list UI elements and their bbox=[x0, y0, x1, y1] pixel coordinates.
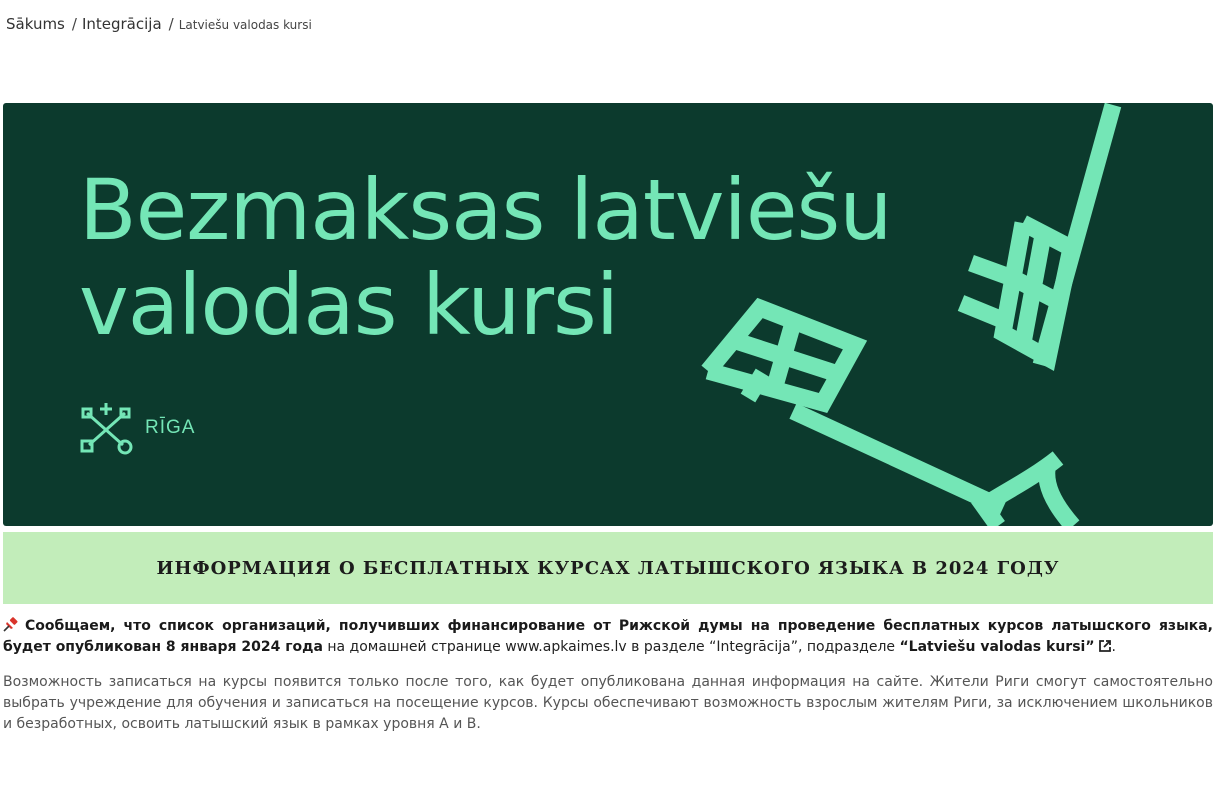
announcement-bar bbox=[3, 532, 1213, 604]
riga-logo-text: RĪGA bbox=[145, 417, 196, 438]
breadcrumb-home-link[interactable]: Sākums bbox=[6, 15, 65, 33]
hero-title-line-2: valodas kursi bbox=[79, 256, 619, 354]
notice-end: . bbox=[1111, 639, 1116, 655]
latviesu-valodas-kursi-link[interactable] bbox=[899, 639, 1111, 655]
breadcrumb bbox=[6, 15, 312, 33]
hero-title-line-1: Bezmaksas latviešu bbox=[79, 161, 892, 259]
breadcrumb-integracija-link[interactable]: Integrācija bbox=[81, 15, 162, 33]
hero-title bbox=[79, 163, 892, 353]
notice-bold-text: Сообщаем, что список организаций, получивших финансирование от Рижской думы на проведение бесплатных курсов латышского языка, будет опубликован 8 января 2024 года bbox=[3, 618, 1213, 655]
info-paragraph: Возможность записаться на курсы появится только после того, как будет опубликована данная информация на сайте. Жители Риги смогут самостоятельно выбрать учреждение для обучения и записаться на посещение курсов. Курсы обеспечивают возможность взрослым жителям Риги, за исключением школьников и безработных, освоить латышский язык в рамках уровня A и B. bbox=[3, 674, 1213, 732]
breadcrumb-separator: / bbox=[168, 15, 174, 33]
breadcrumb-current: Latviešu valodas kursi bbox=[178, 18, 312, 32]
notice-text: на домашней странице www.apkaimes.lv в разделе “Integrācija”, подразделе bbox=[322, 639, 900, 655]
breadcrumb-separator: / bbox=[71, 15, 77, 33]
riga-logo bbox=[79, 401, 195, 455]
pushpin-icon bbox=[3, 616, 19, 632]
announcement-title: ИНФОРМАЦИЯ О БЕСПЛАТНЫХ КУРСАХ ЛАТЫШСКОГО ЯЗЫКА В 2024 ГОДУ bbox=[156, 557, 1060, 579]
riga-keys-logo-icon bbox=[79, 401, 133, 455]
article-content bbox=[3, 616, 1213, 735]
external-link-icon bbox=[1098, 639, 1112, 653]
link-label: “Latviešu valodas kursi” bbox=[899, 639, 1095, 655]
notice-paragraph bbox=[3, 616, 1213, 658]
hero-banner bbox=[3, 103, 1213, 526]
